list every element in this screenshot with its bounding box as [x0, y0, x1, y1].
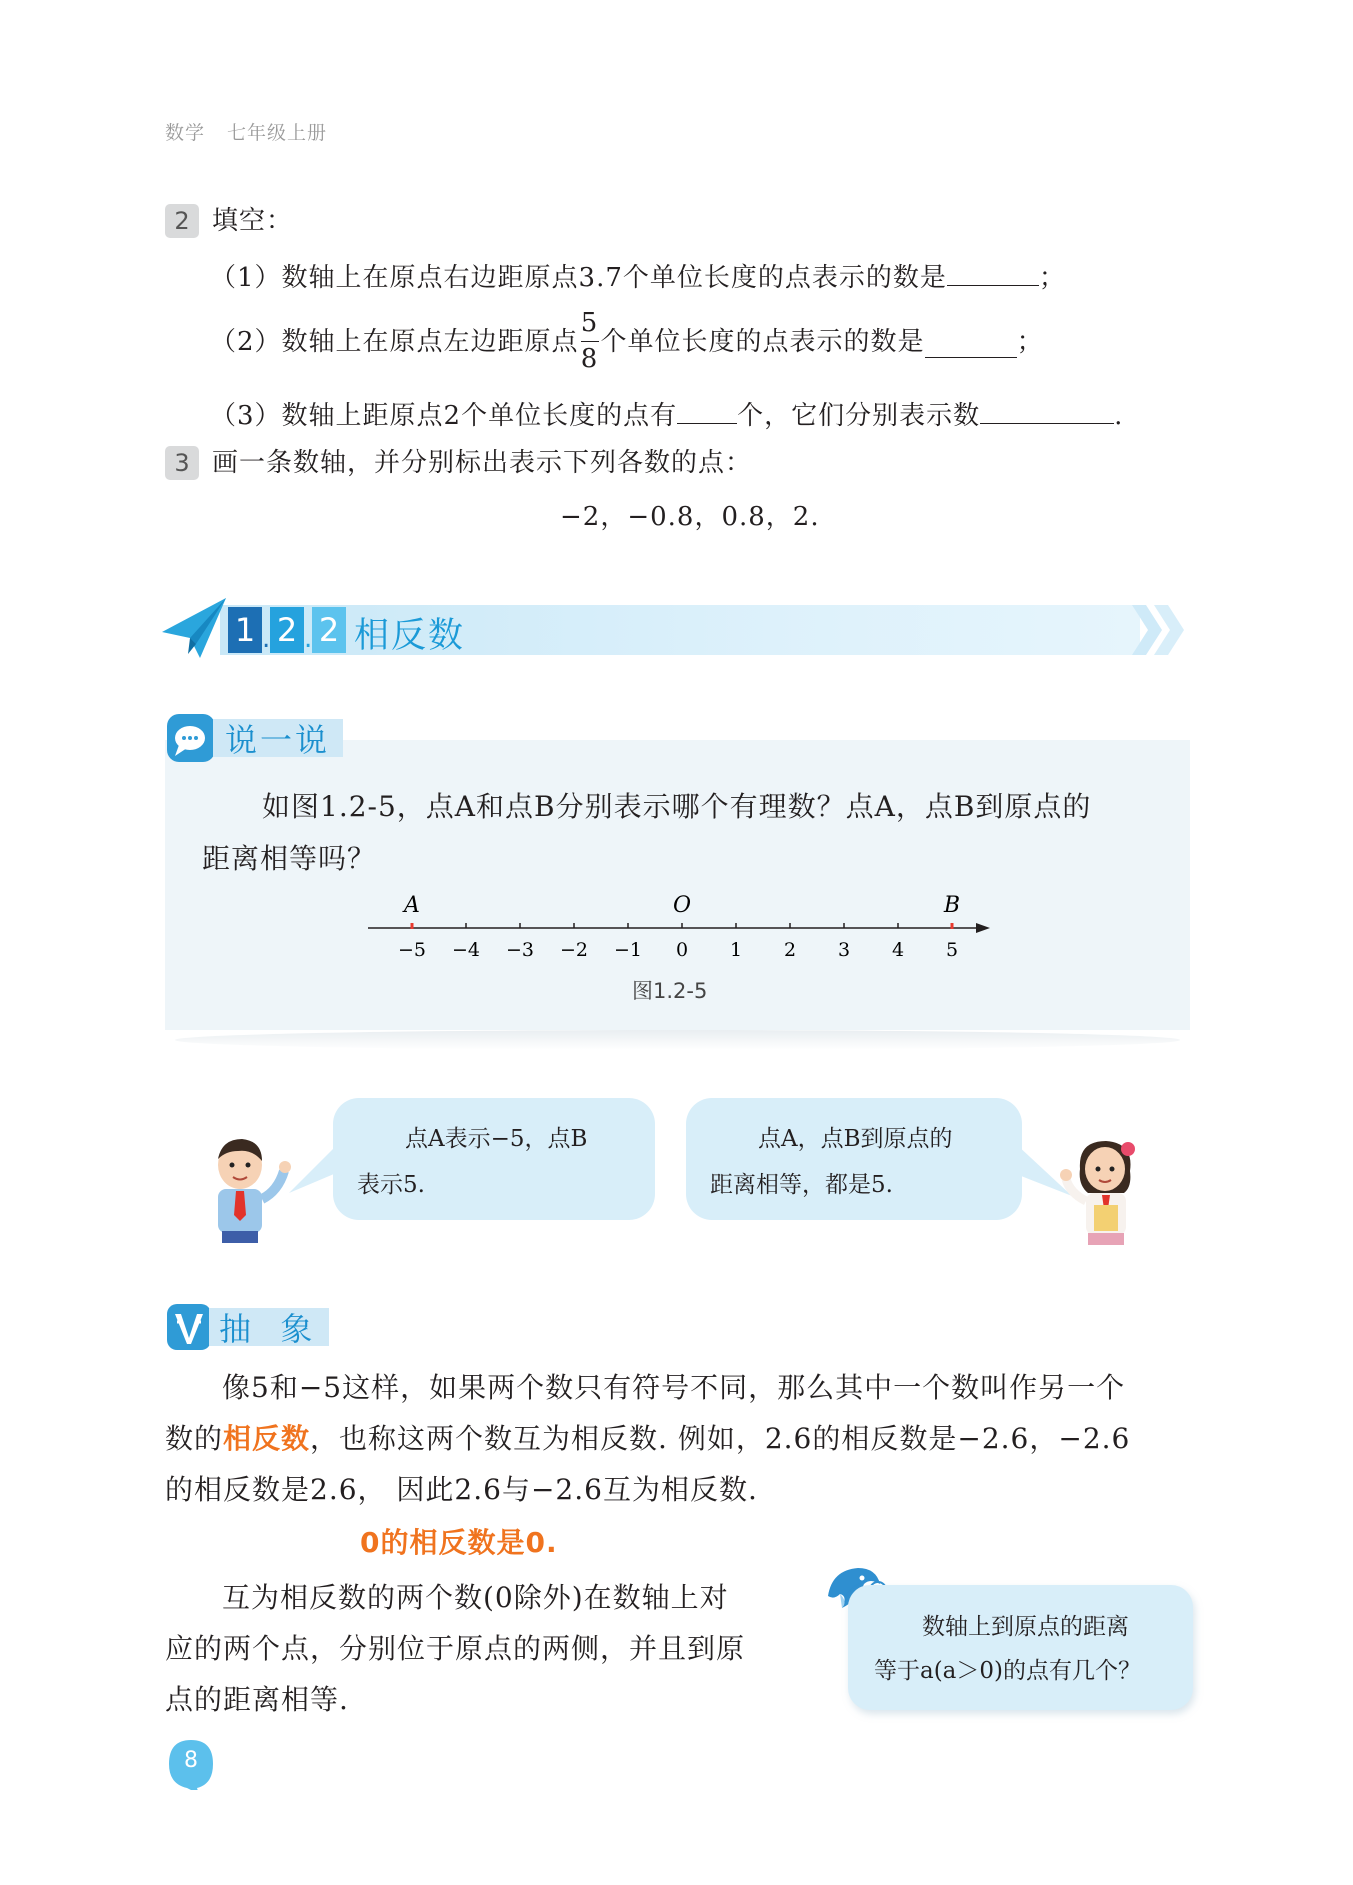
tick-label: −2 [559, 939, 589, 961]
tick-label: 5 [945, 939, 959, 961]
fraction-denominator: 8 [580, 344, 599, 375]
discussion-text-line2: 距离相等吗？ [202, 842, 377, 875]
figure-caption: 图1.2-5 [632, 979, 708, 1003]
q3-blank-count[interactable] [677, 398, 737, 424]
discussion-box-shadow [175, 1030, 1180, 1050]
boy-bubble-line2: 表示5. [357, 1172, 425, 1198]
fraction-numerator: 5 [580, 308, 599, 338]
q1-end: ； [1038, 263, 1066, 293]
tick-label: −1 [613, 939, 643, 961]
girl-speech-bubble [686, 1098, 1022, 1220]
tick-label: 0 [675, 939, 689, 961]
q2-text-pre: （2）数轴上在原点左边距原点 [210, 326, 579, 357]
discussion-label: 说一说 [225, 721, 331, 759]
tip-line2: 等于a(a＞0)的点有几个？ [874, 1658, 1142, 1684]
header-grade: 七年级上册 [227, 122, 328, 144]
q3-text-pre: （3）数轴上距原点2个单位长度的点有 [210, 401, 678, 431]
tick-label: 4 [891, 939, 905, 961]
discussion-label-bg [213, 719, 343, 757]
exercise-3-title: 画一条数轴，并分别标出表示下列各数的点： [212, 448, 753, 478]
paper-plane-icon [160, 596, 230, 660]
exercise-2-q1 [210, 260, 1066, 291]
header-subject: 数学 [165, 122, 206, 144]
double-chevron-icon [1132, 605, 1190, 655]
definition-line2 [165, 1413, 1130, 1465]
q2-text-post: 个单位长度的点表示的数是 [600, 326, 925, 357]
definition-line1: 像5和−5这样，如果两个数只有符号不同，那么其中一个数叫作另一个 [222, 1371, 1126, 1404]
q1-text: （1）数轴上在原点右边距原点3.7个单位长度的点表示的数是 [210, 263, 947, 293]
definition-line2-pre: 数的 [165, 1422, 224, 1455]
q3-end: . [1114, 401, 1124, 431]
section-number-1: 1 [228, 607, 262, 653]
abstract-label-bg [209, 1308, 329, 1346]
tip-line1: 数轴上到原点的距离 [922, 1614, 1129, 1640]
girl-bubble-line1: 点A，点B到原点的 [758, 1126, 953, 1152]
abstract-tag [165, 1302, 329, 1352]
boy-speech-bubble [333, 1098, 655, 1220]
discussion-text-line1: 如图1.2-5，点A和点B分别表示哪个有理数？点A，点B到原点的 [262, 790, 1092, 823]
exercise-3-numbers: −2，−0.8，0.8，2. [560, 502, 820, 532]
chat-bubble-icon [165, 712, 217, 764]
tick-label: −4 [451, 939, 481, 961]
boy-bubble-line1: 点A表示−5，点B [405, 1126, 588, 1152]
exercise-2-title: 填空： [212, 206, 294, 236]
tick-label: 3 [837, 939, 851, 961]
q2-blank[interactable] [925, 336, 1017, 358]
number-line-figure [360, 890, 1000, 980]
exercise-number-3: 3 [165, 446, 199, 480]
tick-label: −5 [397, 939, 427, 961]
tip-bubble [848, 1585, 1193, 1710]
q3-blank-numbers[interactable] [980, 398, 1114, 424]
section-dot-2: . [304, 624, 313, 654]
exercise-number-2: 2 [165, 204, 199, 238]
section-number-3: 2 [312, 607, 346, 653]
definition-line2-post: ，也称这两个数互为相反数. 例如，2.6的相反数是−2.6，−2.6 [310, 1422, 1131, 1455]
abstraction-icon [165, 1302, 213, 1352]
exercise-2-q2 [210, 310, 1044, 374]
zero-rule: 0的相反数是0. [360, 1526, 558, 1559]
property-line2: 应的两个点，分别位于原点的两侧，并且到原 [165, 1632, 746, 1665]
definition-line3: 的相反数是2.6， 因此2.6与−2.6互为相反数. [165, 1473, 758, 1506]
q1-blank[interactable] [947, 260, 1039, 286]
key-term-opposite-number: 相反数 [223, 1422, 311, 1455]
girl-bubble-line2: 距离相等，都是5. [710, 1172, 893, 1198]
tick-label: −3 [505, 939, 535, 961]
property-line1: 互为相反数的两个数(0除外)在数轴上对 [222, 1581, 729, 1614]
exercise-2-q3 [210, 398, 1123, 429]
girl-illustration [1058, 1135, 1148, 1247]
section-title: 相反数 [354, 616, 466, 656]
discussion-tag [165, 712, 343, 764]
point-label-o: O [672, 893, 692, 918]
point-label-b: B [943, 893, 961, 918]
point-label-a: A [404, 893, 420, 918]
q2-end: ； [1016, 326, 1044, 357]
section-number-2: 2 [270, 607, 304, 653]
fraction [581, 310, 599, 374]
fraction-bar [581, 341, 599, 342]
q3-text-mid: 个，它们分别表示数 [737, 401, 981, 431]
number-line-arrow [976, 923, 990, 933]
abstract-label: 抽 象 [219, 1310, 316, 1348]
property-line3: 点的距离相等. [165, 1683, 349, 1716]
page-number: 8 [184, 1748, 198, 1773]
tick-label: 2 [783, 939, 797, 961]
boy-bubble-tail [285, 1135, 341, 1195]
running-header [165, 118, 327, 145]
section-dot-1: . [262, 624, 271, 654]
tick-label: 1 [729, 939, 743, 961]
